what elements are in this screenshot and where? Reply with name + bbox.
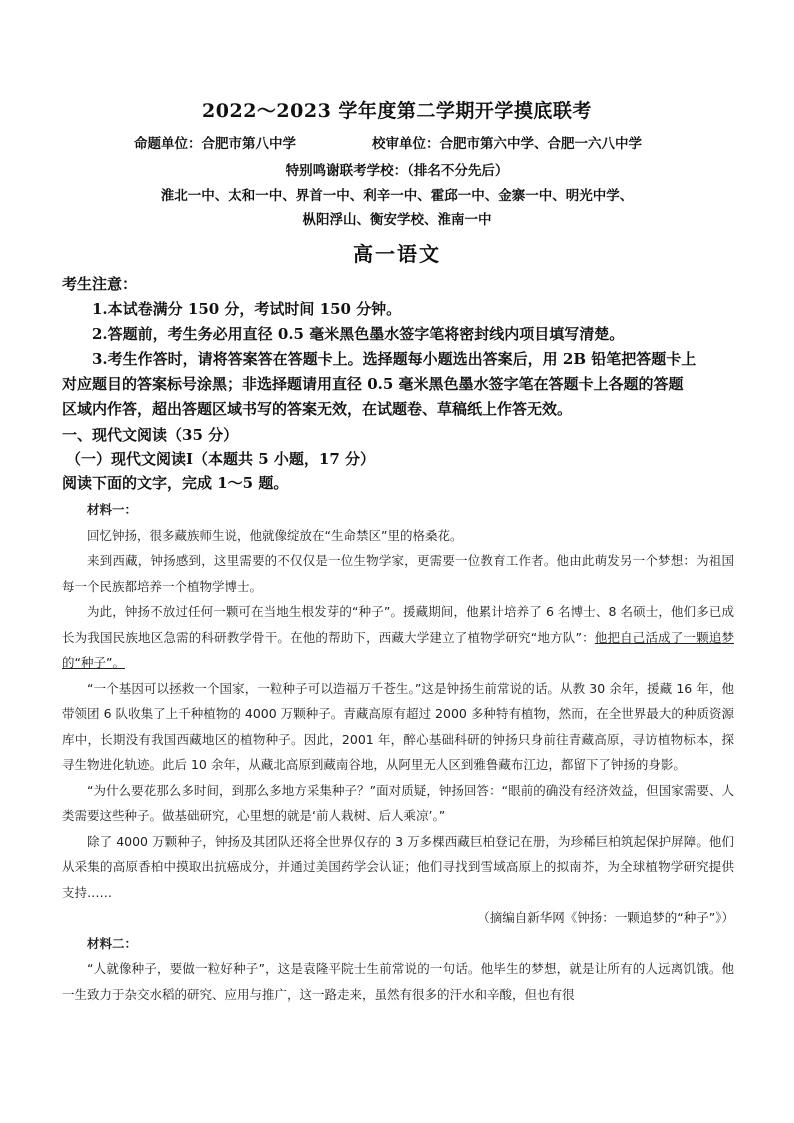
exam-title: 2022～2023 学年度第二学期开学摸底联考 <box>202 100 592 122</box>
subsection-heading: （一）现代文阅读Ⅰ（本题共 5 小题，17 分） <box>66 450 375 468</box>
paragraph-3-text: 为此，钟扬不放过任何一颗可在当地生根发芽的“种子”。援藏期间，他累计培养了 6 名博士、8 名硕士，他们多已成长为我国民族地区急需的科研教学骨干。在他的帮助下，西藏大学建立了植物学研究“地方队”： <box>62 604 734 645</box>
material-1-paragraph-2: 来到西藏，钟扬感到，这里需要的不仅仅是一位生物学家，更需要一位教育工作者。他由此萌发另一个梦想：为祖国每一个民族都培养一个植物学博士。 <box>62 553 734 594</box>
review-unit: 校审单位：合肥市第六中学、合肥一六八中学 <box>372 136 642 152</box>
thanks-line: 特别鸣谢联考学校：（排名不分先后） <box>285 163 509 179</box>
material-1-label: 材料一： <box>87 502 138 517</box>
notice-block <box>62 272 734 422</box>
material-2-paragraph-1: “人就像种子，要做一粒好种子”，这是袁隆平院士生前常说的一句话。他毕生的梦想，就是让所有的人远离饥饿。他一生致力于杂交水稻的研究、应用与推广，这一路走来，虽然有很多的汗水和辛酸，但也有很 <box>62 961 734 1002</box>
section-heading: 一、现代文阅读（35 分） <box>62 426 239 444</box>
reading-instruction: 阅读下面的文字，完成 1～5 题。 <box>62 474 289 492</box>
material-1-paragraph-5: “为什么要花那么多时间，到那么多地方采集种子？”面对质疑，钟扬回答：“眼前的确没有经济效益，但国家需要、人类需要这些种子。做基础研究，心里想的就是‘前人栽树、后人乘凉’。” <box>62 782 734 823</box>
schools-line-1: 淮北一中、太和一中、界首一中、利辛一中、霍邱一中、金寨一中、明光中学、 <box>160 188 634 204</box>
notice-item-3-line-3: 区域内作答，超出答题区域书写的答案无效，在试题卷、草稿纸上作答无效。 <box>62 400 573 418</box>
material-1-paragraph-4: “一个基因可以拯救一个国家，一粒种子可以造福万千苍生。”这是钟扬生前常说的话。从教 30 余年，援藏 16 年，他带领团 6 队收集了上千种植物的 4000 万颗种子。青藏高原有超过 2000 多种特有植物，然而，在全世界最大的种质资源库中，长期没有我国西藏地区的植物种子。因此，2001 年，醉心基础科研的钟扬只身前往青藏高原，寻访植物标本，探寻生物进化轨迹。此后 10 余年，从藏北高原到藏南谷地，从阿里无人区到雅鲁藏布江边，都留下了钟扬的身影。 <box>62 680 734 772</box>
underlined-sentence: 他把自己活成了一颗追梦的“种子”。 <box>62 629 734 670</box>
schools-line-2: 枞阳浮山、衡安学校、淮南一中 <box>302 212 492 228</box>
notice-item-3-line-2: 对应题目的答案标号涂黑；非选择题请用直径 0.5 毫米黑色墨水签字笔在答题卡上各题的答题 <box>62 375 684 393</box>
subject-title: 高一语文 <box>353 242 441 266</box>
notice-heading: 考生注意： <box>62 275 138 293</box>
material-1-source: （摘编自新华网《钟扬：一颗追梦的“种子”》） <box>477 910 734 925</box>
material-1-paragraph-1: 回忆钟扬，很多藏族师生说，他就像绽放在“生命禁区”里的格桑花。 <box>87 527 463 543</box>
notice-item-3-line-1: 3.考生作答时，请将答案答在答题卡上。选择题每小题选出答案后，用 2B 铅笔把答题卡上 <box>92 350 697 368</box>
material-1-paragraph-3 <box>62 599 734 676</box>
reading-passage <box>62 497 734 1007</box>
material-1-paragraph-6: 除了 4000 万颗种子，钟扬及其团队还将全世界仅存的 3 万多棵西藏巨柏登记在册，为珍稀巨柏筑起保护屏障。他们从采集的高原香柏中摸取出抗癌成分，并通过美国药学会认证；他们寻找到雪域高原上的拟南芥，为全球植物学研究提供支持…… <box>62 833 734 900</box>
author-unit: 命题单位：合肥市第八中学 <box>134 136 296 152</box>
notice-item-2: 2.答题前，考生务必用直径 0.5 毫米黑色墨水签字笔将密封线内项目填写清楚。 <box>92 325 625 343</box>
notice-item-1: 1.本试卷满分 150 分，考试时间 150 分钟。 <box>92 300 402 318</box>
material-2-label: 材料二： <box>87 935 138 951</box>
